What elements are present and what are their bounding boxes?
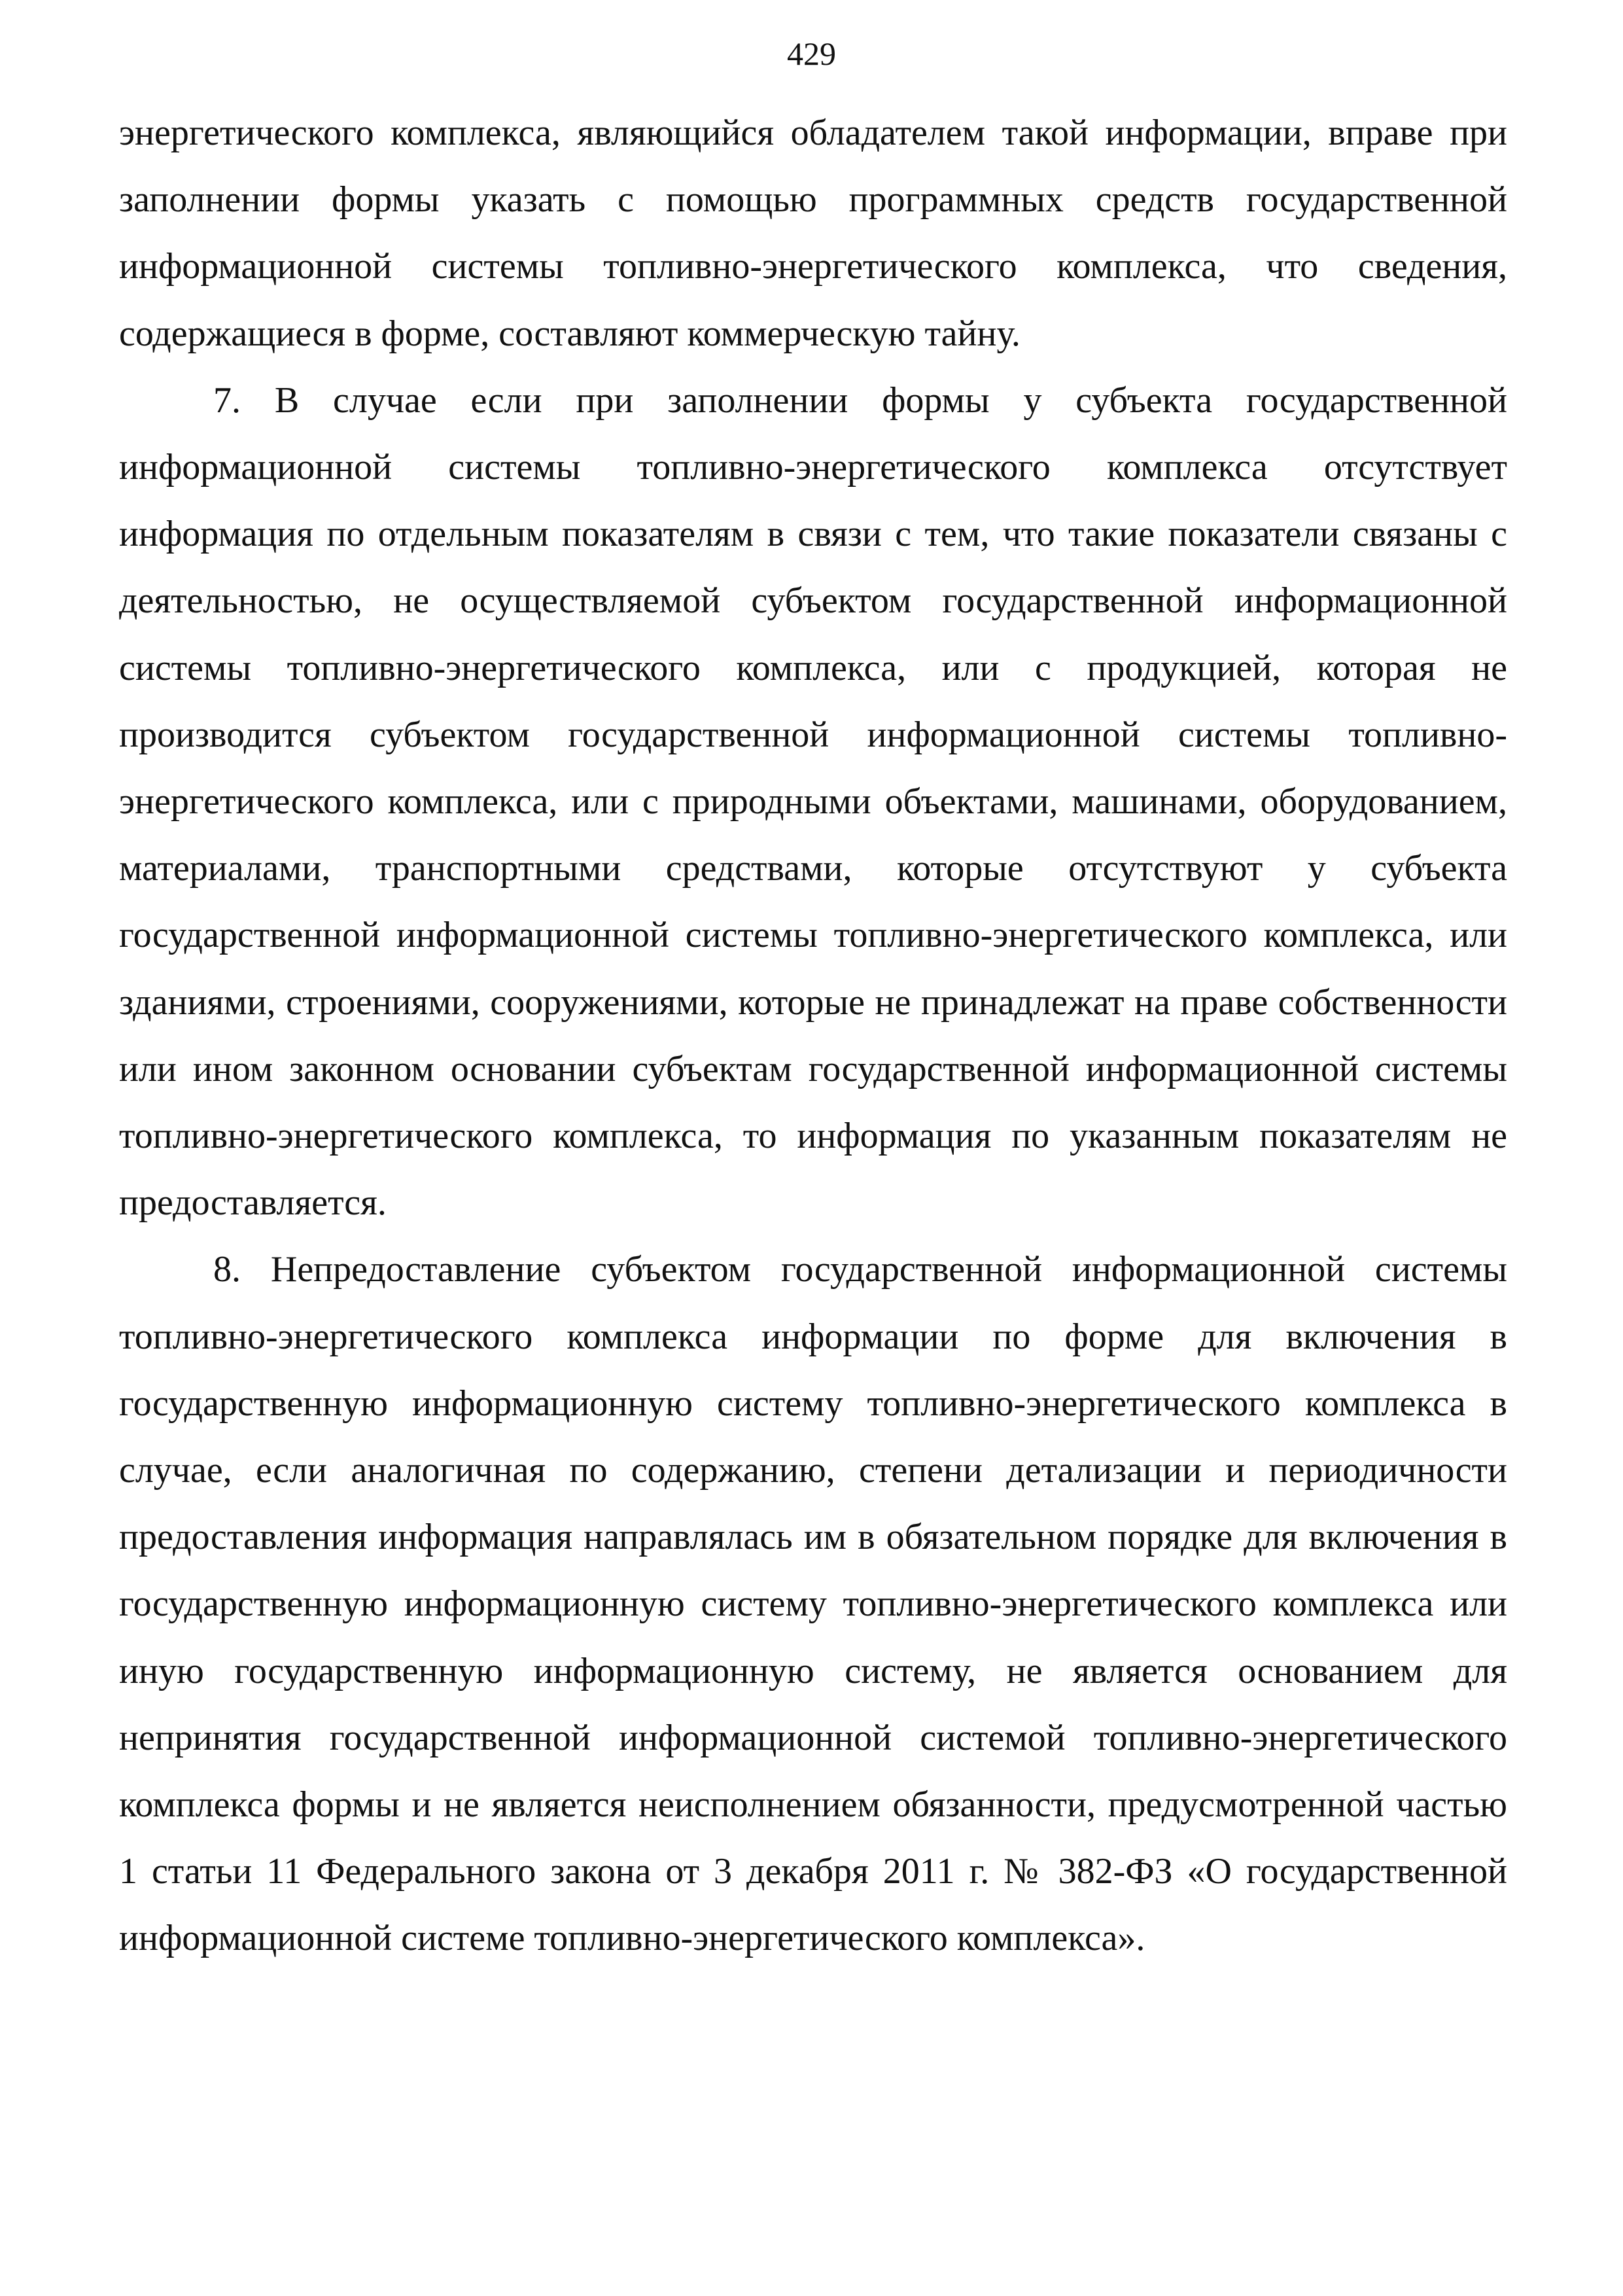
paragraph-continuation: энергетического комплекса, являющийся обладателем такой информации, вправе при заполнении формы указать с помощью программных средств государственной информационной системы топливно-энергетического комплекса, что сведения, содержащиеся в форме, составляют коммерческую тайну. <box>119 113 1507 354</box>
paragraph-item-7: 7. В случае если при заполнении формы у субъекта государственной информационной системы топливно-энергетического комплекса отсутствует информация по отдельным показателям в связи с тем, что такие показатели связаны с деятельностью, не осуществляемой субъектом государственной информационной системы топливно-энергетического комплекса, или с продукцией, которая не производится субъектом государственной информационной системы топливно-энергетического комплекса, или с природными объектами, машинами, оборудованием, материалами, транспортными средствами, которые отсутствуют у субъекта государственной информационной системы топливно-энергетического комплекса, или зданиями, строениями, сооружениями, которые не принадлежат на праве собственности или ином законном основании субъектам государственной информационной системы топливно-энергетического комплекса, то информация по указанным показателям не предоставляется. <box>119 380 1507 1224</box>
paragraph-item-8: 8. Непредоставление субъектом государственной информационной системы топливно-энергетического комплекса информации по форме для включения в государственную информационную систему топливно-энергетического комплекса в случае, если аналогичная по содержанию, степени детализации и периодичности предоставления информация направлялась им в обязательном порядке для включения в государственную информационную систему топливно-энергетического комплекса или иную государственную информационную систему, не является основанием для непринятия государственной информационной системой топливно-энергетического комплекса формы и не является неисполнением обязанности, предусмотренной частью 1 статьи 11 Федерального закона от 3 декабря 2011 г. № 382-ФЗ «О государственной информационной системе топливно-энергетического комплекса». <box>119 1249 1507 1959</box>
document-body <box>119 99 1507 1972</box>
page-number: 429 <box>787 35 836 72</box>
